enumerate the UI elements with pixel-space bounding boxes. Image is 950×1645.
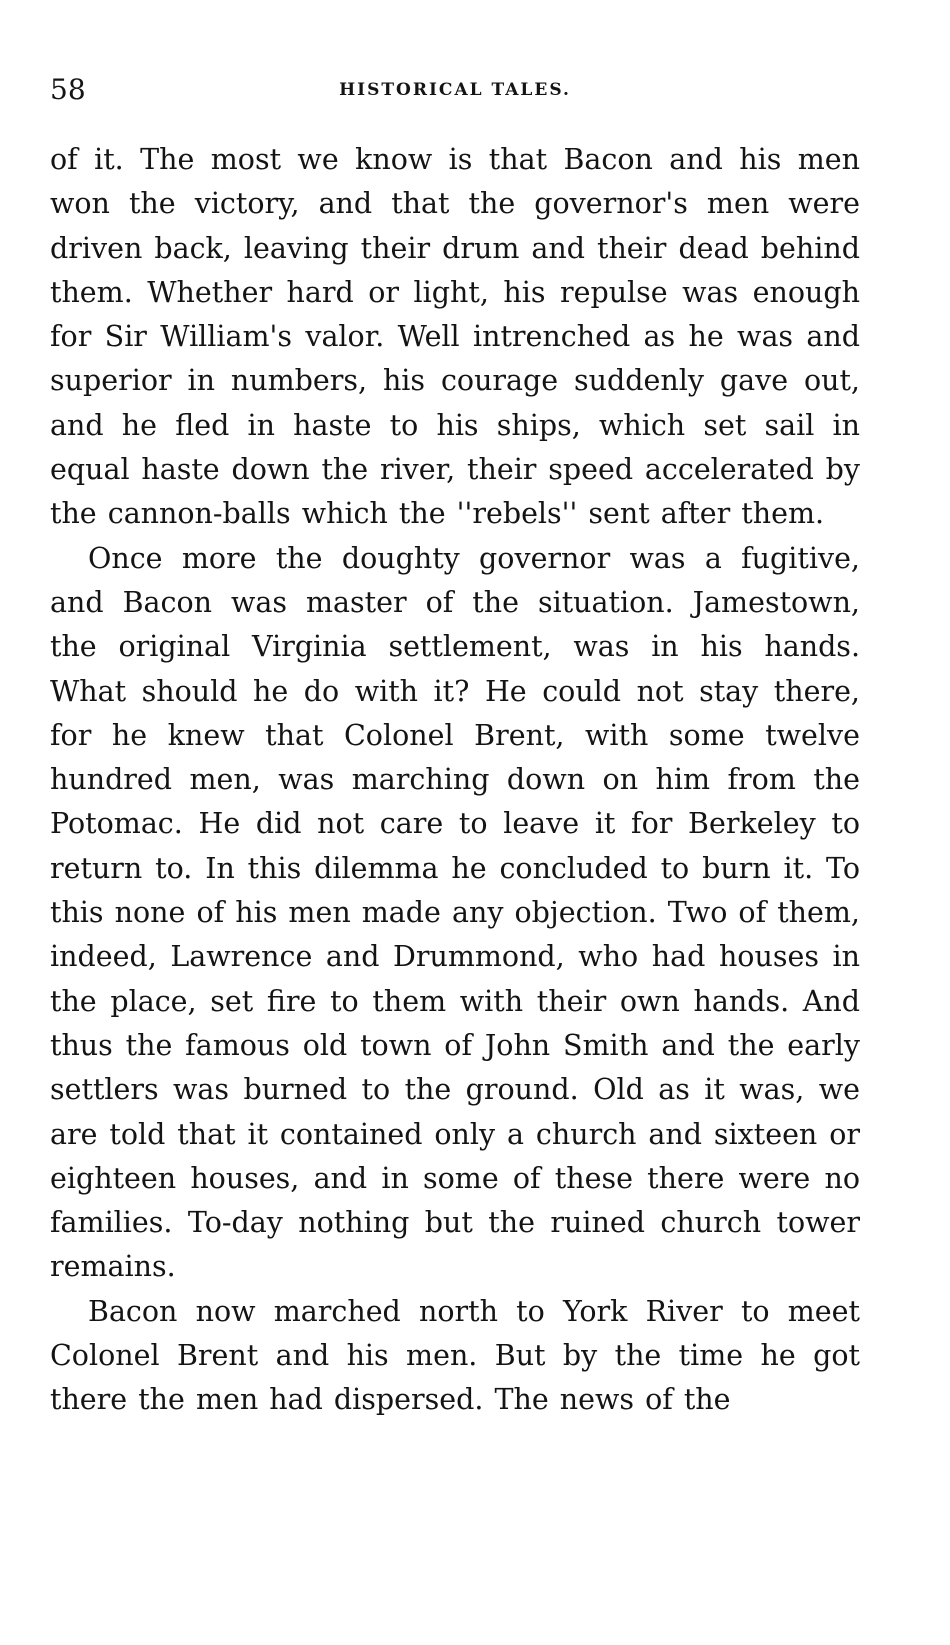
body-text (50, 138, 860, 1423)
page-number: 58 (50, 73, 86, 106)
running-head (50, 70, 860, 110)
paragraph-jamestown: Once more the doughty governor was a fugitive, and Bacon was master of the situation. Jamestown, the original Virginia settlement, was in his hands. What should he do with it? He could not stay there, for he knew that Colonel Brent, with some twelve hundred men, was marching down on him from the Potomac. He did not care to leave it for Berkeley to return to. In this dilemma he concluded to burn it. To this none of his men made any objection. Two of them, indeed, Lawrence and Drummond, who had houses in the place, set fire to them with their own hands. And thus the famous old town of John Smith and the early settlers was burned to the ground. Old as it was, we are told that it contained only a church and sixteen or eighteen houses, and in some of these there were no families. To-day nothing but the ruined church tower remains. (50, 541, 860, 1284)
book-page (50, 70, 860, 1423)
paragraph-york-river: Bacon now marched north to York River to meet Colonel Brent and his men. But by the time he got there the men had dispersed. The news of the (50, 1294, 860, 1417)
paragraph-continued: of it. The most we know is that Bacon and his men won the victory, and that the governor's men were driven back, leaving their drum and their dead behind them. Whether hard or light, his repulse was enough for Sir William's valor. Well intrenched as he was and superior in numbers, his courage suddenly gave out, and he fled in haste to his ships, which set sail in equal haste down the river, their speed accelerated by the cannon-balls which the ''rebels'' sent after them. (50, 143, 860, 531)
running-title: HISTORICAL TALES. (339, 80, 571, 100)
